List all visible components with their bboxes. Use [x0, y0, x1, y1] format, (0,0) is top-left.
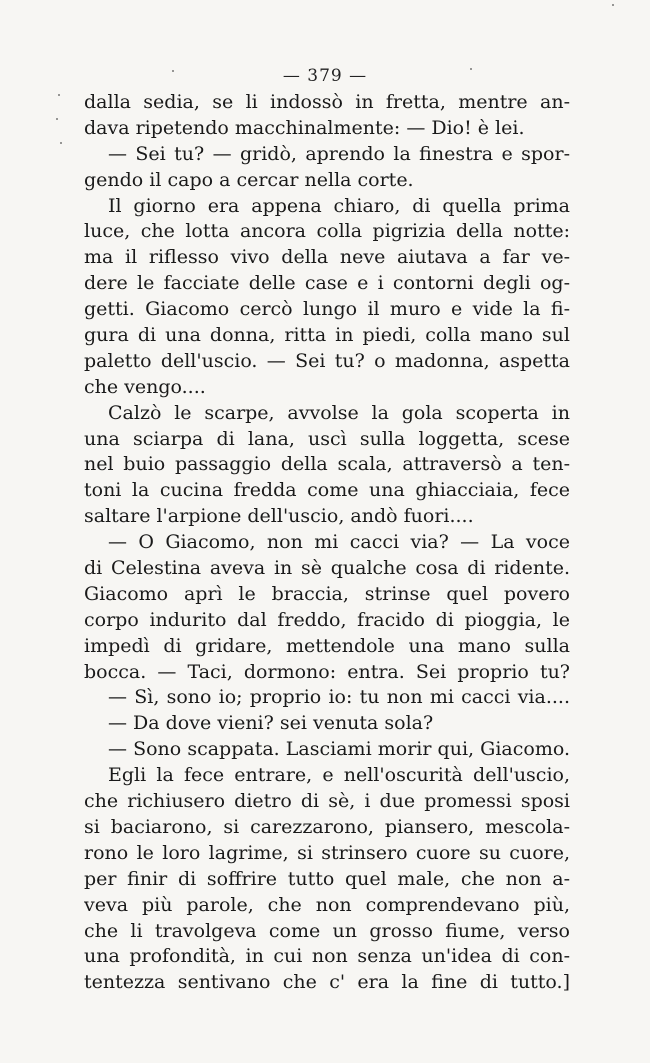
text-line: Il giorno era appena chiaro, di quella prima	[108, 194, 570, 217]
text-line: di Celestina aveva in sè qualche cosa di ridente.	[84, 557, 570, 580]
text-line: che richiusero dietro di sè, i due promessi sposi	[84, 790, 570, 813]
text-line: — O Giacomo, non mi cacci via? — La voce	[108, 531, 570, 554]
text-line: gura di una donna, ritta in piedi, colla mano sul	[84, 324, 570, 347]
print-speck	[60, 142, 62, 144]
text-line: che li travolgeva come un grosso fiume, verso	[84, 919, 570, 942]
text-line: per finir di soffrire tutto quel male, che non a-	[84, 867, 570, 890]
text-line: dalla sedia, se li indossò in fretta, mentre an-	[84, 91, 570, 113]
text-line: bocca. — Taci, dormono: entra. Sei proprio tu?	[84, 660, 570, 683]
text-line: una sciarpa di lana, uscì sulla loggetta, scese	[84, 427, 570, 450]
text-line: ma il riflesso vivo della neve aiutava a far ve-	[84, 246, 570, 269]
print-speck	[172, 70, 174, 72]
text-line: — Sei tu? — gridò, aprendo la finestra e spor-	[108, 142, 570, 165]
text-line: rono le loro lagrime, si strinsero cuore su cuore,	[84, 841, 570, 864]
text-line: paletto dell'uscio. — Sei tu? o madonna, aspetta	[84, 349, 570, 372]
text-line: che vengo....	[84, 375, 206, 398]
text-line: Calzò le scarpe, avvolse la gola scoperta in	[108, 401, 570, 424]
text-line: dere le facciate delle case e i contorni degli og-	[84, 272, 570, 295]
text-line: dava ripetendo macchinalmente: — Dio! è lei.	[84, 116, 525, 139]
text-line: saltare l'arpione dell'uscio, andò fuori....	[84, 505, 474, 528]
text-line: Egli la fece entrare, e nell'oscurità dell'uscio,	[108, 764, 570, 787]
text-line: toni la cucina fredda come una ghiacciaia, fece	[84, 479, 570, 502]
text-line: getti. Giacomo cercò lungo il muro e vide la fi-	[84, 298, 570, 321]
text-line: corpo indurito dal freddo, fracido di pioggia, le	[84, 608, 570, 631]
page-body-text	[84, 90, 570, 996]
text-line: veva più parole, che non comprendevano più,	[84, 893, 570, 916]
text-line: luce, che lotta ancora colla pigrizia della notte:	[84, 220, 570, 243]
page-number: — 379 —	[282, 66, 368, 86]
text-line: gendo il capo a cercar nella corte.	[84, 168, 414, 191]
text-line: una profondità, in cui non senza un'idea di con-	[84, 945, 570, 968]
text-line: — Da dove vieni? sei venuta sola?	[108, 712, 434, 735]
print-speck	[56, 118, 58, 120]
text-line: si baciarono, si carezzarono, piansero, mescola-	[84, 815, 570, 838]
text-line: nel buio passaggio della scala, attraversò a ten-	[84, 453, 570, 476]
text-line: Giacomo aprì le braccia, strinse quel povero	[84, 582, 570, 605]
print-speck	[612, 4, 614, 6]
text-line: impedì di gridare, mettendole una mano sulla	[84, 634, 570, 657]
text-line: — Sì, sono io; proprio io: tu non mi cacci via....	[108, 686, 570, 709]
print-speck	[58, 94, 60, 96]
text-line: — Sono scappata. Lasciami morir qui, Giacomo.	[108, 738, 570, 761]
text-line: tentezza sentivano che c' era la fine di tutto.]	[84, 971, 570, 994]
print-speck	[470, 68, 472, 70]
